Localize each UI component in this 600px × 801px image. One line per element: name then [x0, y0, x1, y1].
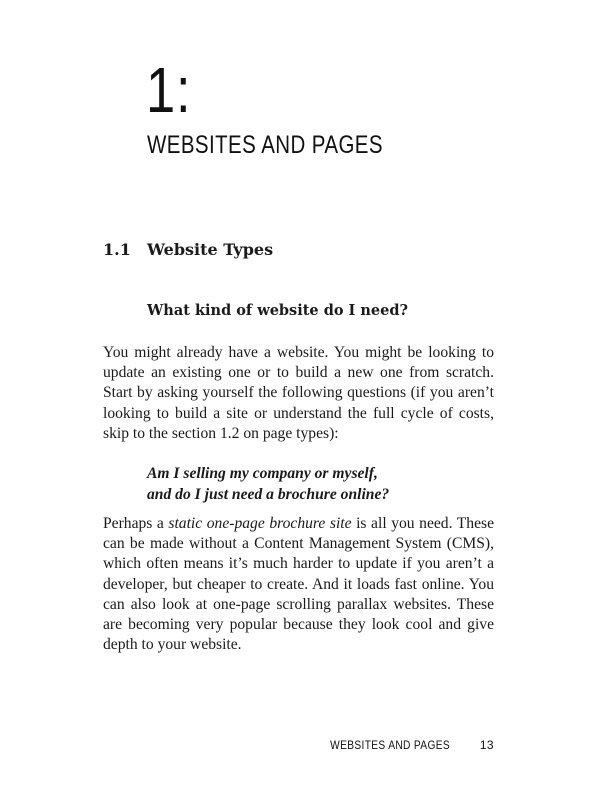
paragraph-brochure-emphasis: static one-page brochure site: [168, 515, 352, 532]
paragraph-brochure-rest: is all you need. These can be made without a Content Management System (CMS), which often means it’s much harder to update if you aren’t a developer, but cheaper to create. And it loads fast online. You can also look at one-page scrolling parallax websites. These are becoming very popular because they look cool and give depth to your website.: [103, 515, 494, 654]
chapter-number: 1:: [146, 54, 192, 126]
page-number: 13: [479, 738, 494, 752]
section-number: 1.1: [103, 240, 131, 259]
pull-quote: [147, 463, 389, 505]
quote-line-1: Am I selling my company or myself,: [147, 465, 378, 482]
paragraph-brochure-start: Perhaps a: [103, 515, 169, 532]
quote-line-2: and do I just need a brochure online?: [147, 486, 390, 503]
running-title: WEBSITES AND PAGES: [329, 738, 450, 752]
section-heading: [103, 240, 273, 260]
page-footer: [309, 737, 494, 753]
chapter-title: WEBSITES AND PAGES: [147, 131, 383, 159]
paragraph-brochure: [103, 514, 494, 655]
section-title: Website Types: [147, 240, 274, 259]
paragraph-intro: You might already have a website. You might be looking to update an existing one or to build a new one from scratch. Start by asking yourself the following questions (if you aren’t looking to build a site or understand the full cycle of costs, skip to the section 1.2 on page types):: [103, 344, 494, 442]
subheading: What kind of website do I need?: [147, 302, 409, 319]
